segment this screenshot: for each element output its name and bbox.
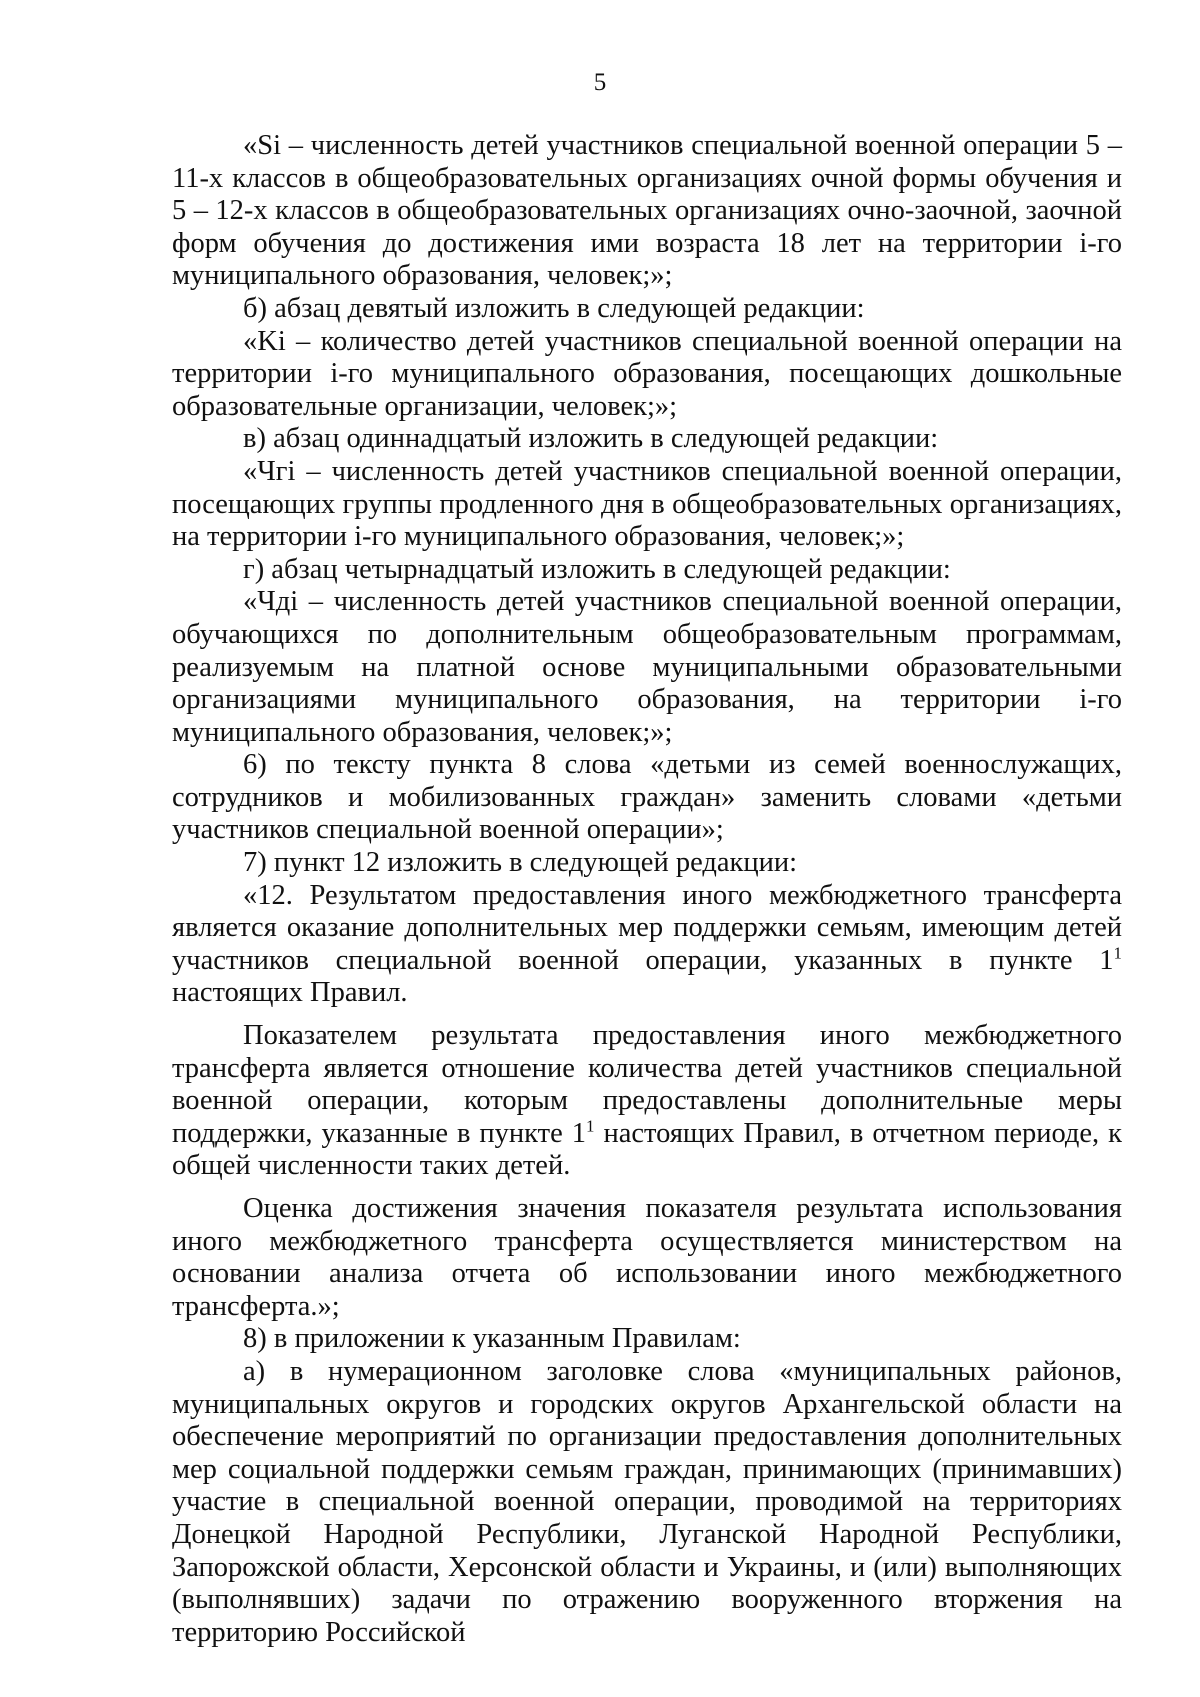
page-number: 5 bbox=[593, 69, 607, 96]
paragraph-result-text-start: «12. Результатом предоставления иного межбюджетного трансферта является оказание дополнительных мер поддержки семьям, имеющим детей участников специальной военной операции, указанных в пункте 1 bbox=[172, 879, 1122, 976]
paragraph-indicator-text-end: настоящих Правил, в отчетном периоде, к общей численности таких детей. bbox=[172, 1117, 1123, 1182]
superscript-one: 1 bbox=[586, 1116, 595, 1136]
paragraph-result-text-end: настоящих Правил. bbox=[172, 977, 408, 1009]
paragraph-assessment: Оценка достижения значения показателя результата использования иного межбюджетного трансферта осуществляется министерством на основании анализа отчета об использовании иного межбюджетного трансферта.»; bbox=[172, 1193, 1122, 1322]
document-body bbox=[172, 130, 1122, 1649]
paragraph-result-definition bbox=[172, 880, 1122, 1010]
paragraph-chdi-definition: «Чдi – численность детей участников специальной военной операции, обучающихся по дополнительным общеобразовательным программам, реализуемым на платной основе муниципальными образовательными организациями муниципального образования, на территории i-го муниципального образования, человек;»; bbox=[172, 586, 1122, 748]
paragraph-item-6: 6) по тексту пункта 8 слова «детьми из семей военнослужащих, сотрудников и мобилизованных граждан» заменить словами «детьми участников специальной военной операции»; bbox=[172, 749, 1122, 846]
paragraph-si-definition: «Si – численность детей участников специальной военной операции 5 – 11-х классов в общеобразовательных организациях очной формы обучения и 5 – 12-х классов в общеобразовательных организациях очно-заочной, заочной форм обучения до достижения ими возраста 18 лет на территории i-го муниципального образования, человек;»; bbox=[172, 130, 1122, 292]
paragraph-indicator-definition bbox=[172, 1020, 1122, 1183]
paragraph-item-b: б) абзац девятый изложить в следующей редакции: bbox=[243, 292, 865, 324]
paragraph-item-7: 7) пункт 12 изложить в следующей редакции: bbox=[243, 847, 798, 879]
paragraph-item-g: г) абзац четырнадцатый изложить в следующей редакции: bbox=[243, 553, 951, 585]
paragraph-ki-definition: «Ki – количество детей участников специальной военной операции на территории i-го муниципального образования, посещающих дошкольные образовательные организации, человек;»; bbox=[172, 325, 1122, 422]
paragraph-indicator-text-start: Показателем результата предоставления иного межбюджетного трансферта является отношение количества детей участников специальной военной операции, которым предоставлены дополнительные меры поддержки, указанные в пункте 1 bbox=[172, 1020, 1122, 1149]
paragraph-item-v: в) абзац одиннадцатый изложить в следующей редакции: bbox=[243, 423, 939, 455]
superscript-one: 1 bbox=[1113, 943, 1122, 963]
paragraph-chgi-definition: «Чгi – численность детей участников специальной военной операции, посещающих группы продленного дня в общеобразовательных организациях, на территории i-го муниципального образования, человек;»; bbox=[172, 455, 1122, 553]
paragraph-item-a: а) в нумерационном заголовке слова «муниципальных районов, муниципальных округов и городских округов Архангельской области на обеспечение мероприятий по организации предоставления дополнительных мер социальной поддержки семьям граждан, принимающих (принимавших) участие в специальной военной операции, проводимой на территориях Донецкой Народной Республики, Луганской Народной Республики, Запорожской области, Херсонской области и Украины, и (или) выполняющих (выполнявших) задачи по отражению вооруженного вторжения на территорию Российской bbox=[172, 1355, 1122, 1648]
paragraph-item-8: 8) в приложении к указанным Правилам: bbox=[243, 1323, 741, 1355]
